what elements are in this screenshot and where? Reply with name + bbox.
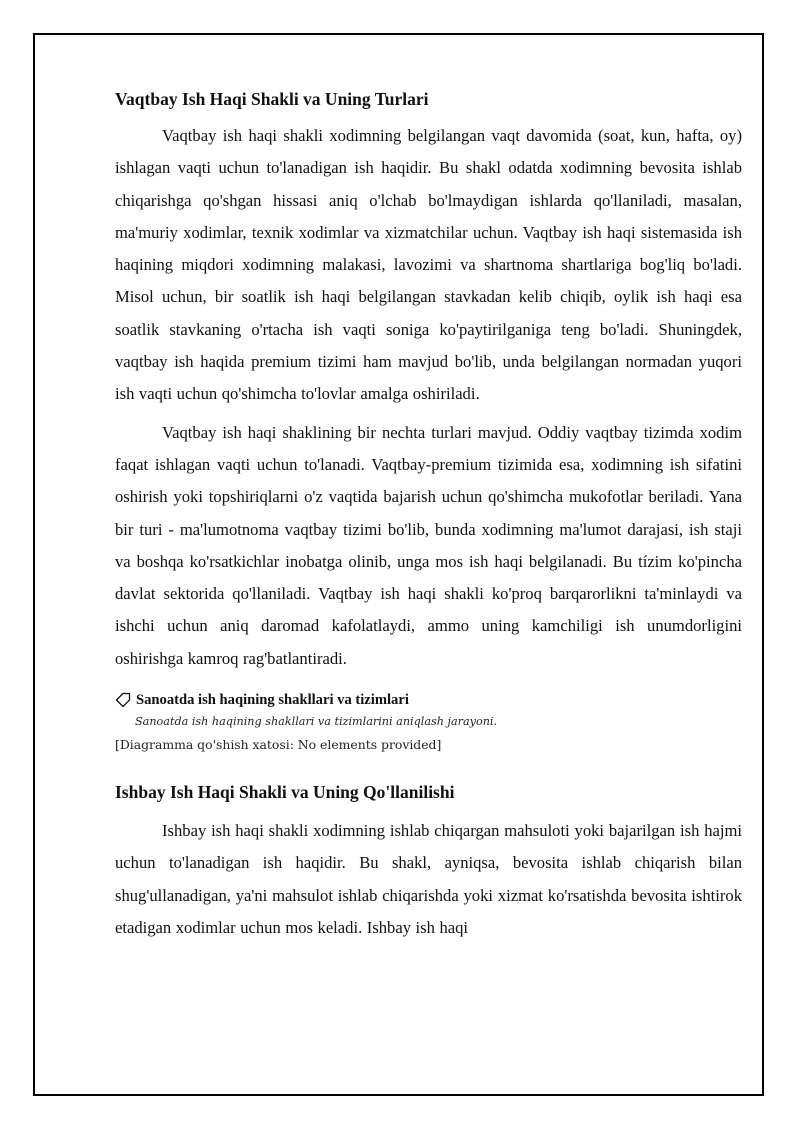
- diagram-title-row: [115, 689, 742, 711]
- section-heading-ishbay: Ishbay Ish Haqi Shakli va Uning Qo'llanilishi: [115, 782, 455, 803]
- diagram-subtitle: Sanoatda ish haqining shakllari va tizimlarini aniqlash jarayoni.: [135, 715, 498, 729]
- section-heading-vaqtbay: Vaqtbay Ish Haqi Shakli va Uning Turlari: [115, 89, 429, 109]
- document-body: [115, 84, 742, 944]
- paragraph: Ishbay ish haqi shakli xodimning ishlab chiqargan mahsuloti yoki bajarilgan ish hajmi uchun to'lanadigan ish haqidir. Bu shakl, ayniqsa, bevosita ishlab chiqarish bilan shug'ullanadigan, ya'ni mahsulot ishlab chiqarishda yoki xizmat ko'rsatishda bevosita ishtirok etadigan xodimlar uchun mos keladi. Ishbay ish haqi: [115, 821, 742, 937]
- tag-icon: [115, 692, 131, 708]
- paragraph: Vaqtbay ish haqi shakli xodimning belgilangan vaqt davomida (soat, kun, hafta, oy) ishlagan vaqti uchun to'lanadigan ish haqidir. Bu shakl odatda xodimning bevosita ishlab chiqarishga qo'shgan hissasi aniq o'lchab bo'lmaydigan ishlarda qo'llaniladi, masalan, ma'muriy xodimlar, texnik xodimlar va xizmatchilar uchun. Vaqtbay ish haqi sistemasida ish haqining miqdori xodimning malakasi, lavozimi va shartnoma shartlariga bog'liq bo'ladi. Misol uchun, bir soatlik ish haqi belgilangan stavkadan kelib chiqib, oylik ish haqi esa soatlik stavkaning o'rtacha ish vaqti soniga ko'paytirilganiga teng bo'ladi. Shuningdek, vaqtbay ish haqida premium tizimi ham mavjud bo'lib, unda belgilangan normadan yuqori ish vaqti uchun qo'shimcha to'lovlar amalga oshiriladi.: [115, 126, 742, 404]
- diagram-title: Sanoatda ish haqining shakllari va tizimlari: [136, 692, 409, 709]
- diagram-error-message: [Diagramma qo'shish xatosi: No elements provided]: [115, 737, 442, 753]
- diagram-block: [115, 689, 742, 757]
- paragraph: Vaqtbay ish haqi shaklining bir nechta turlari mavjud. Oddiy vaqtbay tizimda xodim faqat ishlagan vaqti uchun to'lanadi. Vaqtbay-premium tizimida esa, xodimning ish sifatini oshirish yoki topshiriqlarni o'z vaqtida bajarish uchun qo'shimcha mukofotlar beriladi. Yana bir turi - ma'lumotnoma vaqtbay tizimi bo'lib, bunda xodimning ma'lumot darajasi, ish staji va boshqa ko'rsatkichlar inobatga olinib, unga mos ish haqi belgilanadi. Bu tízim ko'pincha davlat sektorida qo'llaniladi. Vaqtbay ish haqi shakli ko'proq barqarorlikni ta'minlaydi va ishchi uchun aniq daromad kafolatlaydi, ammo uning kamchiligi ish unumdorligini oshirishga kamroq rag'batlantiradi.: [115, 422, 742, 668]
